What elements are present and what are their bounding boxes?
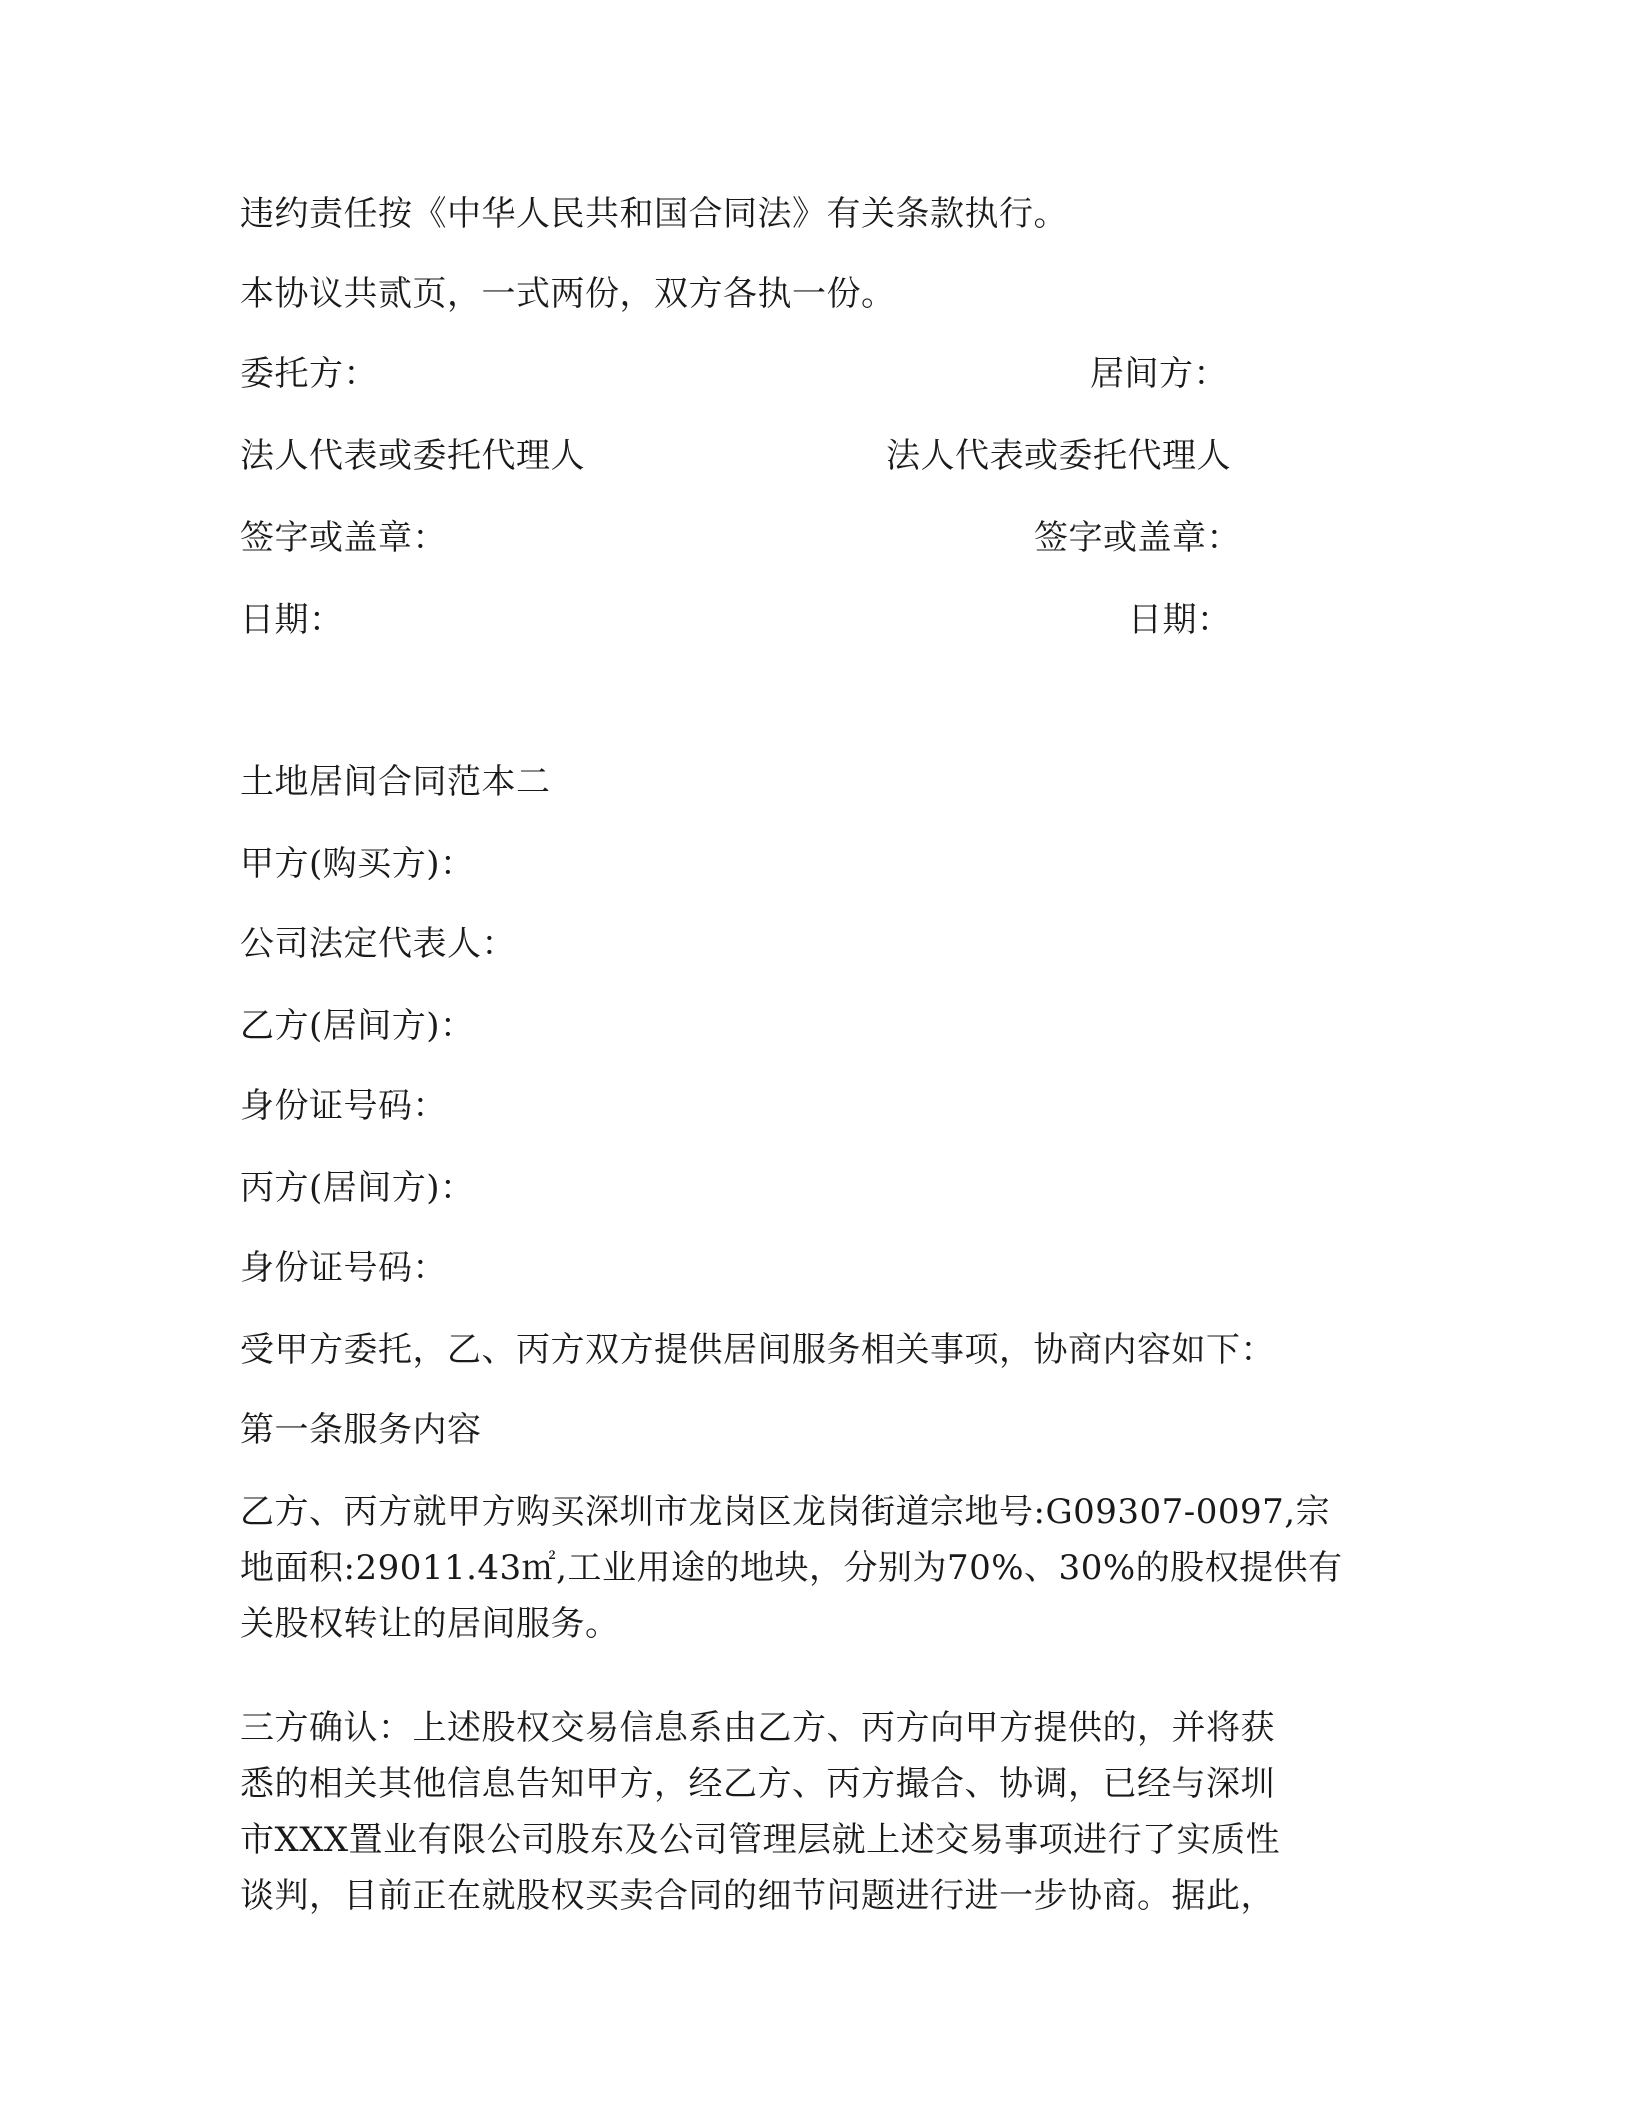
intro-paragraph: 受甲方委托，乙、丙方双方提供居间服务相关事项，协商内容如下： bbox=[240, 1330, 1275, 1370]
signature-right-party: 居间方： bbox=[1090, 354, 1228, 394]
signature-left-representative: 法人代表或委托代理人 bbox=[240, 436, 585, 476]
party-a-label: 甲方(购买方)： bbox=[240, 844, 475, 884]
signature-left-date: 日期： bbox=[240, 600, 344, 640]
liability-clause: 违约责任按《中华人民共和国合同法》有关条款执行。 bbox=[240, 194, 1068, 234]
legal-rep-label: 公司法定代表人： bbox=[240, 924, 516, 964]
party-c-label: 丙方(居间方)： bbox=[240, 1168, 475, 1208]
signature-left-sign: 签字或盖章： bbox=[240, 518, 447, 558]
signature-right-representative: 法人代表或委托代理人 bbox=[886, 436, 1231, 476]
article-one-body: 乙方、丙方就甲方购买深圳市龙岗区龙岗街道宗地号:G09307-0097,宗 地面积:29011.43㎡,工业用途的地块，分别为70%、30%的股权提供有 关股权转让的居间服务。 bbox=[240, 1492, 1343, 1644]
pages-copies-clause: 本协议共贰页，一式两份，双方各执一份。 bbox=[240, 274, 896, 314]
article-one-title: 第一条服务内容 bbox=[240, 1410, 482, 1450]
party-b-label: 乙方(居间方)： bbox=[240, 1006, 475, 1046]
signature-left-party: 委托方： bbox=[240, 354, 378, 394]
party-c-id-label: 身份证号码： bbox=[240, 1248, 447, 1288]
template-two-title: 土地居间合同范本二 bbox=[240, 762, 551, 802]
signature-right-date: 日期： bbox=[1128, 600, 1232, 640]
party-b-id-label: 身份证号码： bbox=[240, 1086, 447, 1126]
confirmation-paragraph: 三方确认：上述股权交易信息系由乙方、丙方向甲方提供的，并将获 悉的相关其他信息告知甲方，经乙方、丙方撮合、协调，已经与深圳 市XXX置业有限公司股东及公司管理层就上述交易事项进行了实质性 谈判，目前正在就股权买卖合同的细节问题进行进一步协商。据此， bbox=[240, 1708, 1281, 1916]
signature-right-sign: 签字或盖章： bbox=[1034, 518, 1241, 558]
